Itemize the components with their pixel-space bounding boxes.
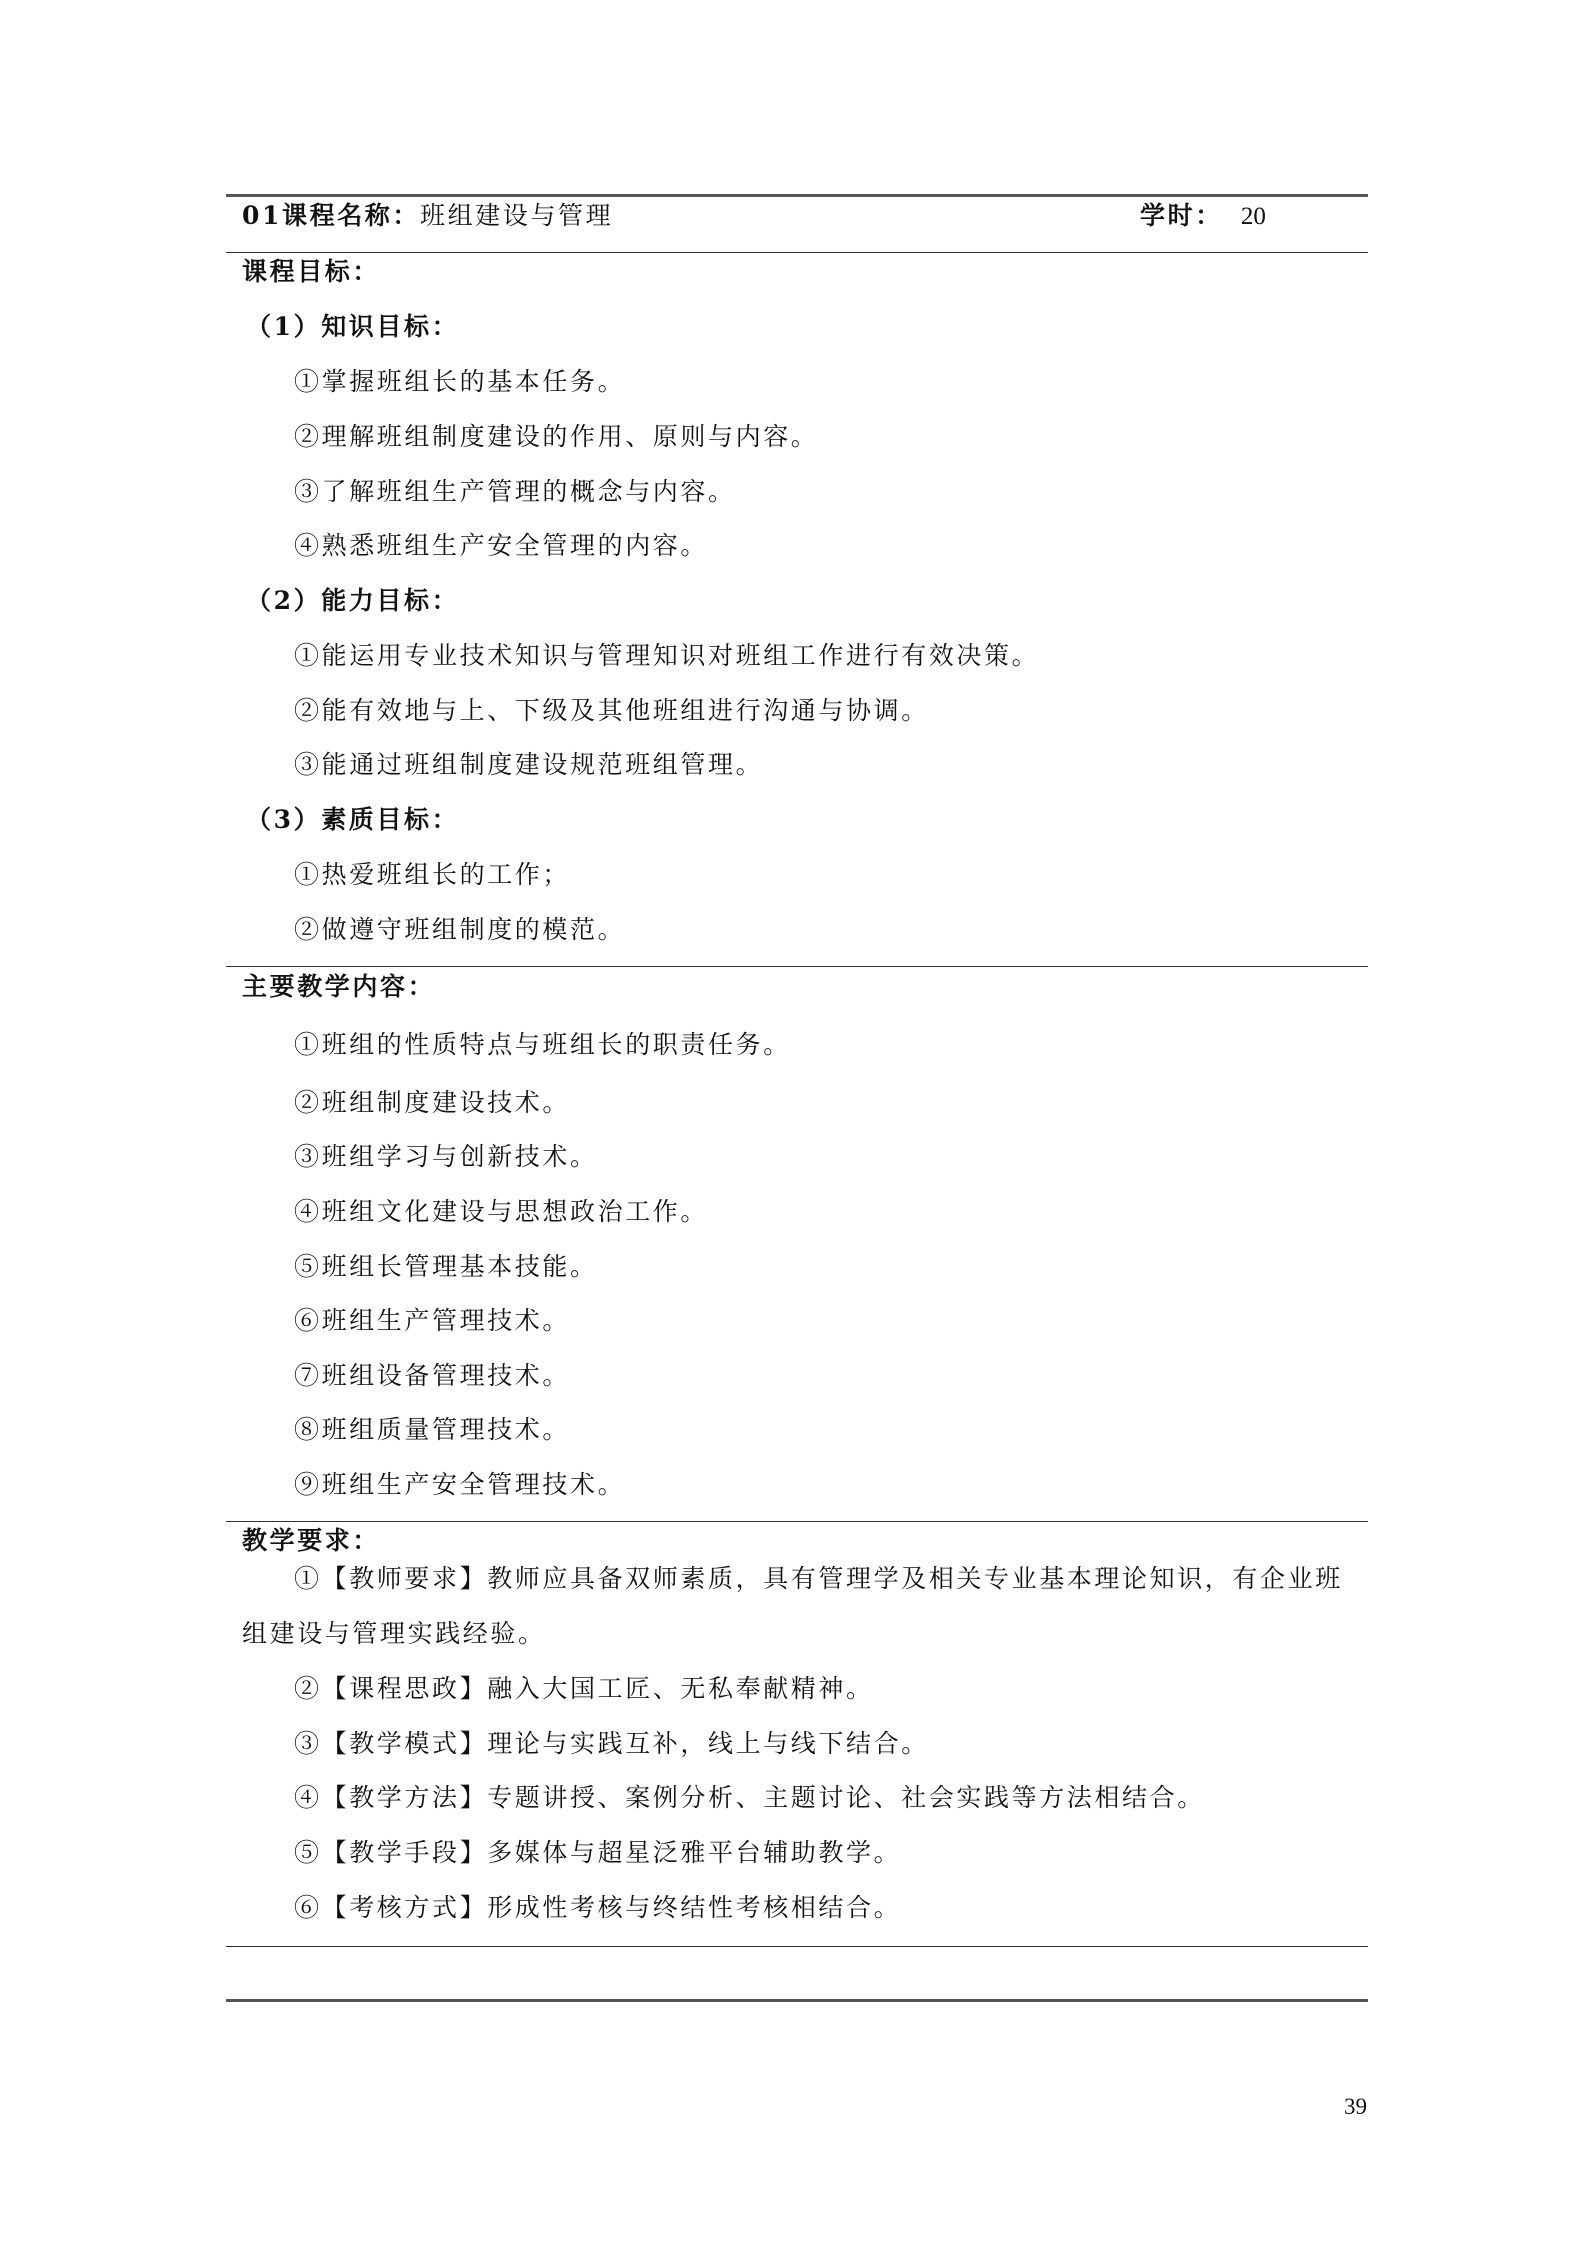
- page-number: 39: [1344, 2094, 1367, 2119]
- requirements-divider: [226, 1946, 1368, 1947]
- content-heading: 主要教学内容：: [242, 972, 436, 1001]
- objectives-divider: [226, 966, 1368, 967]
- requirement-item: ②【课程思政】融入大国工匠、无私奉献精神。: [294, 1674, 874, 1703]
- requirement-item: ⑤【教学手段】多媒体与超星泛雅平台辅助教学。: [294, 1838, 902, 1867]
- list-item: ②做遵守班组制度的模范。: [294, 915, 626, 944]
- list-item: ③能通过班组制度建设规范班组管理。: [294, 750, 764, 779]
- list-item: ③班组学习与创新技术。: [294, 1142, 598, 1171]
- course-name: 班组建设与管理: [420, 201, 614, 230]
- list-item: ④班组文化建设与思想政治工作。: [294, 1197, 709, 1226]
- course-name-label: 01课程名称：: [242, 201, 420, 230]
- list-item: ⑤班组长管理基本技能。: [294, 1252, 598, 1281]
- list-item: ②理解班组制度建设的作用、原则与内容。: [294, 422, 819, 451]
- requirement-item: ③【教学模式】理论与实践互补，线上与线下结合。: [294, 1729, 929, 1758]
- list-item: ③了解班组生产管理的概念与内容。: [294, 477, 736, 506]
- ability-heading: （2）能力目标：: [246, 586, 460, 615]
- list-item: ①能运用专业技术知识与管理知识对班组工作进行有效决策。: [294, 641, 1040, 670]
- bottom-rule: [226, 1999, 1368, 2002]
- requirement-item: ①【教师要求】教师应具备双师素质，具有管理学及相关专业基本理论知识，有企业班: [294, 1564, 1343, 1593]
- hours-value: 20: [1240, 203, 1266, 230]
- requirement-item: ⑥【考核方式】形成性考核与终结性考核相结合。: [294, 1893, 902, 1922]
- list-item: ⑧班组质量管理技术。: [294, 1415, 571, 1444]
- quality-heading: （3）素质目标：: [246, 805, 460, 834]
- list-item: ①班组的性质特点与班组长的职责任务。: [294, 1030, 791, 1059]
- requirement-item-continuation: 组建设与管理实践经验。: [242, 1619, 546, 1648]
- list-item: ①热爱班组长的工作；: [294, 860, 571, 889]
- hours-label: 学时：: [1140, 201, 1223, 230]
- list-item: ②能有效地与上、下级及其他班组进行沟通与协调。: [294, 696, 929, 725]
- requirements-heading: 教学要求：: [242, 1526, 381, 1555]
- objectives-heading: 课程目标：: [242, 257, 381, 286]
- requirement-item: ④【教学方法】专题讲授、案例分析、主题讨论、社会实践等方法相结合。: [294, 1783, 1205, 1812]
- list-item: ②班组制度建设技术。: [294, 1088, 571, 1117]
- knowledge-heading: （1）知识目标：: [246, 312, 460, 341]
- content-divider: [226, 1521, 1368, 1522]
- top-rule: [226, 194, 1368, 197]
- list-item: ⑨班组生产安全管理技术。: [294, 1470, 626, 1499]
- list-item: ⑦班组设备管理技术。: [294, 1361, 571, 1390]
- course-hours: [1140, 200, 1266, 233]
- list-item: ①掌握班组长的基本任务。: [294, 367, 626, 396]
- list-item: ④熟悉班组生产安全管理的内容。: [294, 531, 709, 560]
- course-title: [242, 200, 613, 232]
- list-item: ⑥班组生产管理技术。: [294, 1306, 571, 1335]
- header-divider: [226, 252, 1368, 253]
